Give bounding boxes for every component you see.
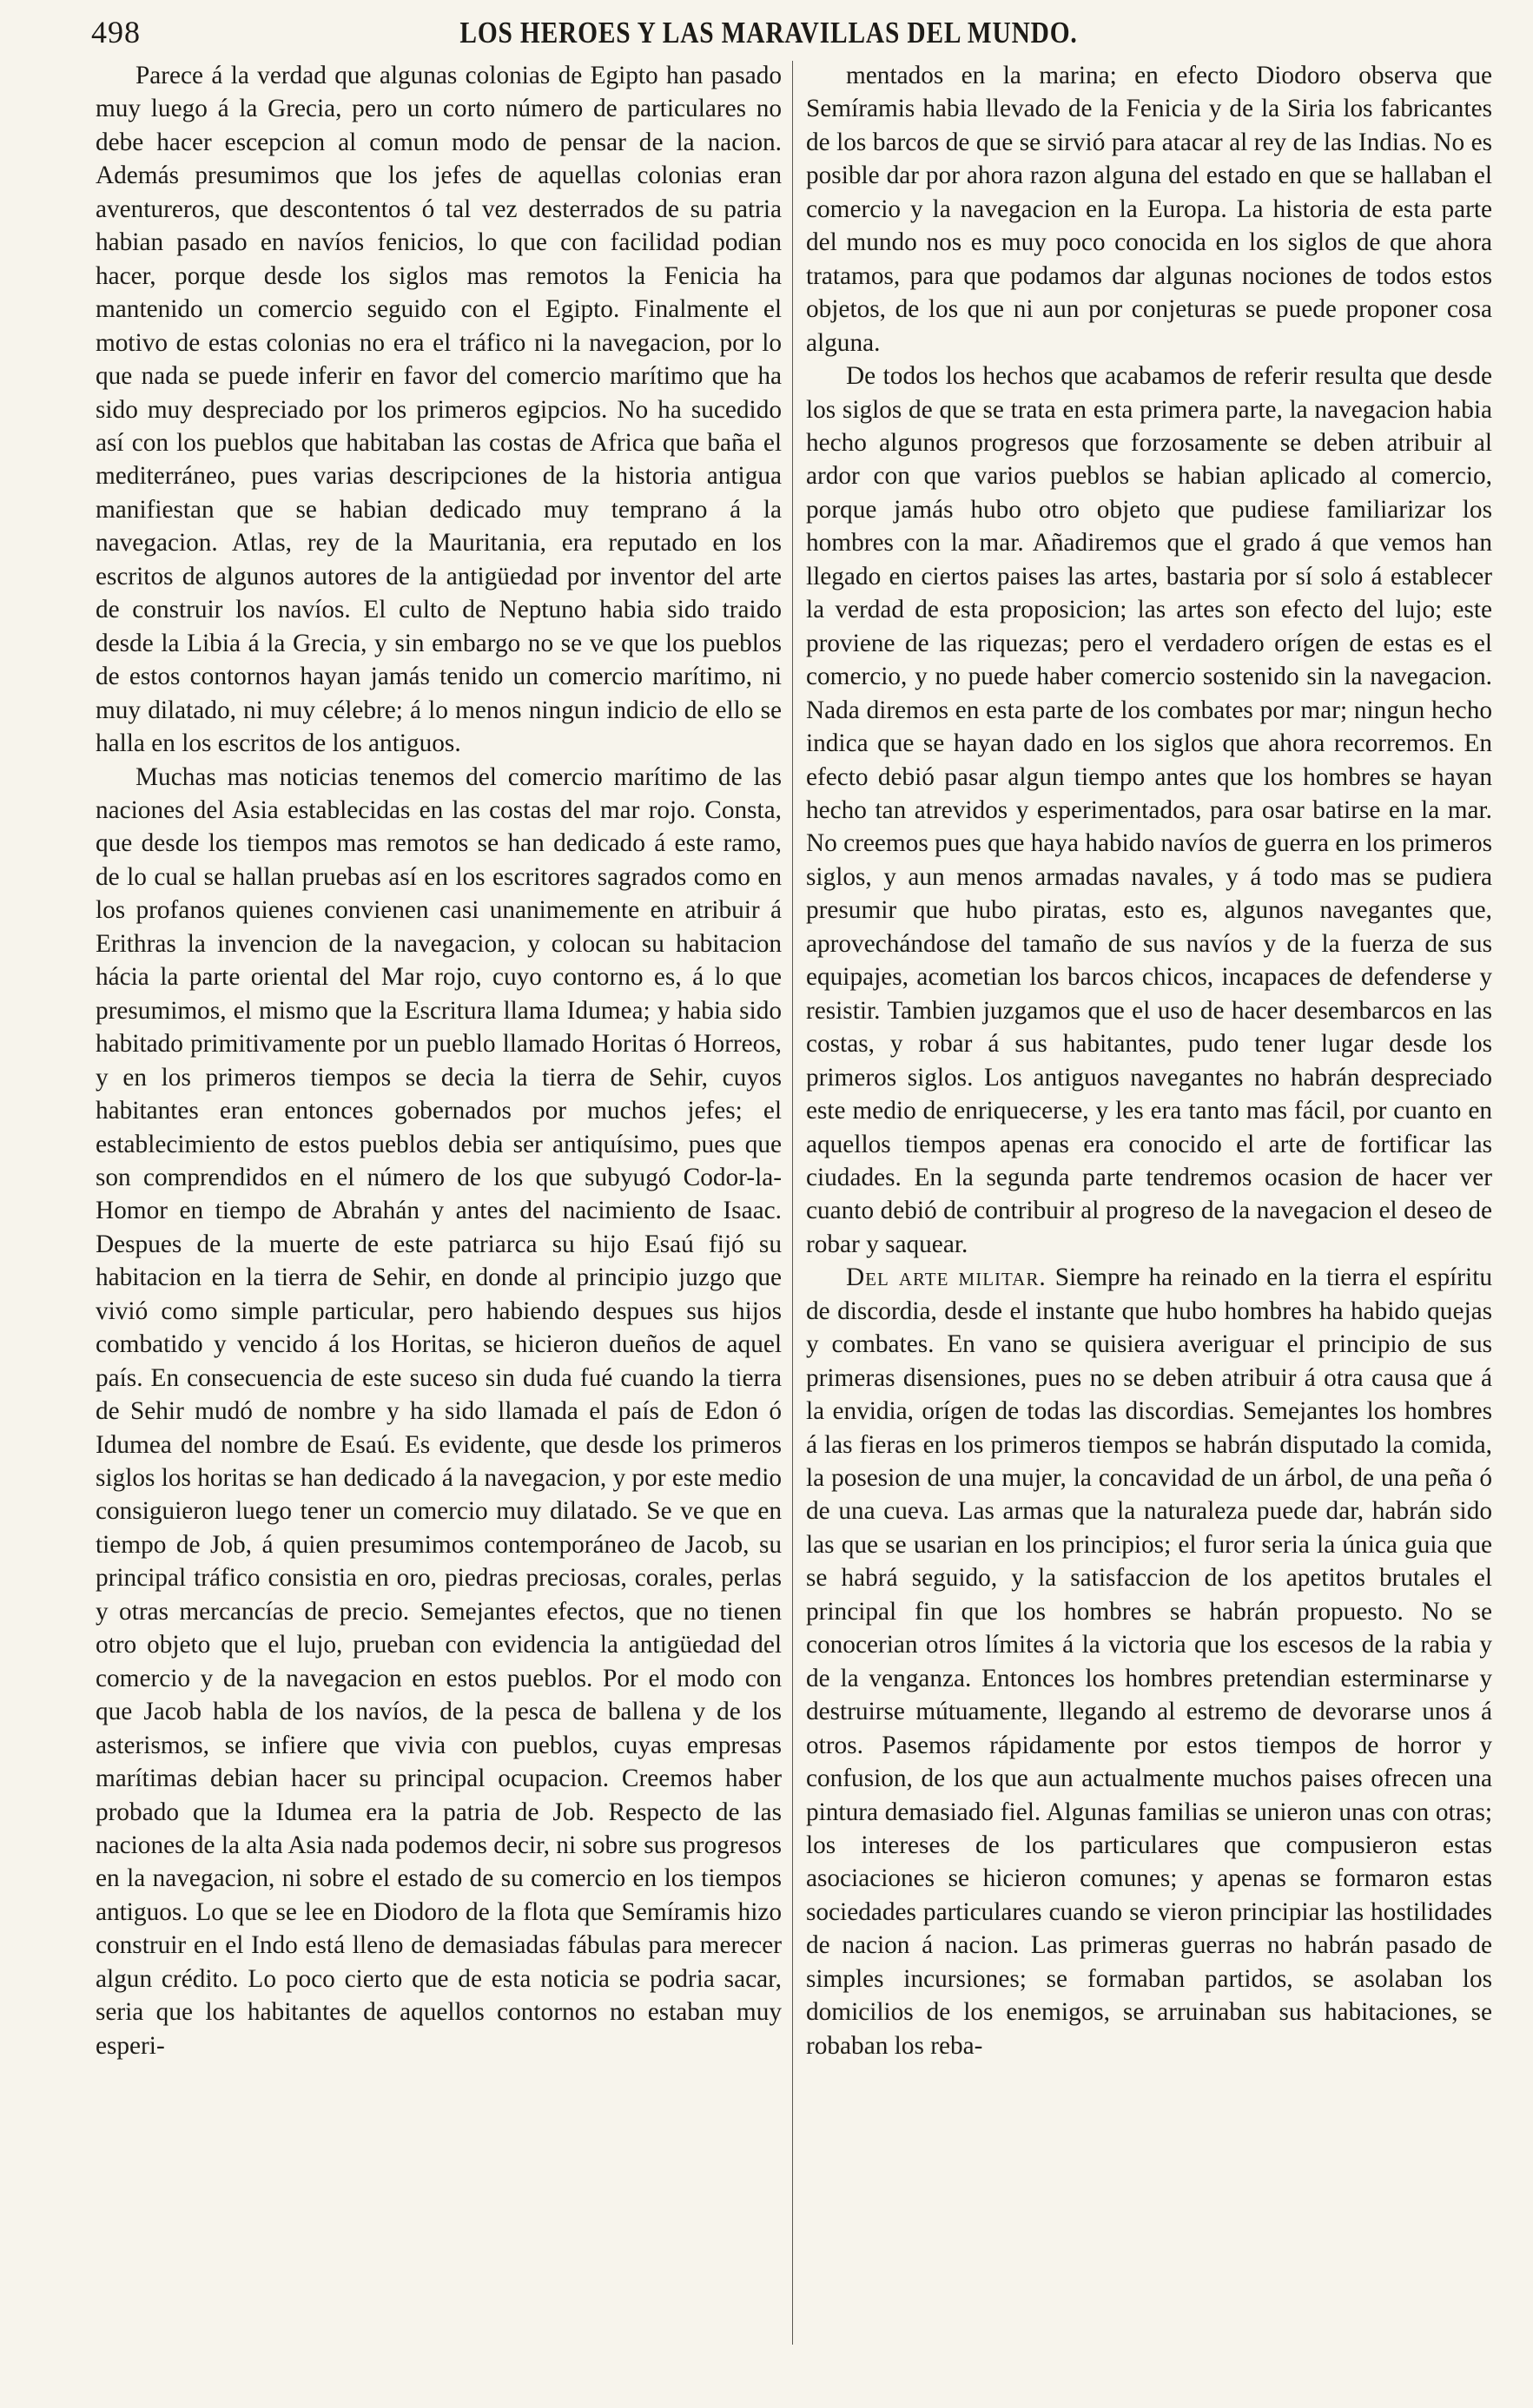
paragraph: Parece á la verdad que algunas colonias de Egipto han pasado muy luego á la Grecia, pero un corto número de particulares no debe hacer escepcion al comun modo de pensar de la nacion. Además presumimos que los jefes de aquellas colonias eran aventureros, que descontentos ó tal vez desterrados de su patria habian pasado en navíos fenicios, lo que con facilidad podian hacer, porque desde los siglos mas remotos la Fenicia ha mantenido un comercio seguido con el Egipto. Finalmente el motivo de estas colonias no era el tráfico ni la navegacion, por lo que nada se puede inferir en favor del comercio marítimo que ha sido muy despreciado por los primeros egipcios. No ha sucedido así con los pueblos que habitaban las costas de Africa que baña el mediterráneo, pues varias descripciones de la historia antigua manifiestan que se habian dedicado muy temprano á la navegacion. Atlas, rey de la Mauritania, era reputado en los escritos de algunos autores de la antigüedad por inventor del arte de construir los navíos. El culto de Neptuno habia sido traido desde la Libia á la Grecia, y sin embargo no se ve que los pueblos de estos contornos hayan jamás tenido un comercio marítimo, ni muy dilatado, ni muy célebre; á lo menos ningun indicio de ello se halla en los escritos de los antiguos. (96, 62, 782, 758)
paragraph: De todos los hechos que acabamos de referir resulta que desde los siglos de que se trata en esta primera parte, la navegacion habia hecho algunos progresos que forzosamente se deben atribuir al ardor con que varios pueblos se habian aplicado al comercio, porque jamás hubo otro objeto que pudiese familiarizar los hombres con la mar. Añadiremos que el grado á que vemos han llegado en ciertos paises las artes, bastaria por sí solo á establecer la verdad de esta proposicion; las artes son efecto del lujo; este proviene de las riquezas; pero el verdadero orígen de estas es el comercio, y no puede haber comercio sostenido sin la navegacion. Nada diremos en esta parte de los combates por mar; ningun hecho indica que se hayan dado en los siglos que ahora recorremos. En efecto debió pasar algun tiempo antes que los hombres se hayan hecho tan atrevidos y esperimentados, para osar batirse en la mar. No creemos pues que haya habido navíos de guerra en los primeros siglos, y aun menos armadas navales, y á todo mas se pudiera presumir que hubo piratas, esto es, algunos navegantes que, aprovechándose del tamaño de sus navíos y de la fuerza de sus equipajes, acometian los barcos chicos, incapaces de defenderse y resistir. Tambien juzgamos que el uso de hacer desembarcos en las costas, y robar á sus habitantes, pudo tener lugar desde los primeros siglos. Los antiguos navegantes no habrán despreciado este medio de enriquecerse, y les era tanto mas fácil, por cuanto en aquellos tiempos apenas era conocido el arte de fortificar las ciudades. En la segunda parte tendremos ocasion de hacer ver cuanto debió de contribuir al progreso de la navegacion el deseo de robar y saquear. (806, 362, 1492, 1258)
page-header (91, 14, 1446, 63)
paragraph: mentados en la marina; en efecto Diodoro observa que Semíramis habia llevado de la Fenicia y de la Siria los fabricantes de los barcos de que se sirvió para atacar al rey de las Indias. No es posible dar por ahora razon alguna del estado en que se hallaban el comercio y la navegacion en la Europa. La historia de esta parte del mundo nos es muy poco conocida en los siglos de que ahora tratamos, para que podamos dar algunas nociones de todos estos objetos, de los que ni aun por conjeturas se puede proponer cosa alguna. (806, 62, 1492, 357)
running-title: LOS HEROES Y LAS MARAVILLAS DEL MUNDO. (459, 16, 1078, 49)
left-column (96, 59, 782, 2352)
paragraph-text: Siempre ha reinado en la tierra el espíritu de discordia, desde el instante que hubo hombres ha habido quejas y combates. En vano se quisiera averiguar el principio de sus primeras disensiones, pues no se deben atribuir á otra causa que á la envidia, orígen de todas las discordias. Semejantes los hombres á las fieras en los primeros tiempos se habrán disputado la comida, la posesion de una mujer, la concavidad de un árbol, de una peña ó de una cueva. Las armas que la naturaleza puede dar, habrán sido las que se usarian en los principios; el furor seria la única guia que se habrá seguido, y la satisfaccion de los apetitos brutales el principal fin que los hombres se habrán propuesto. No se conocerian otros límites á la victoria que los escesos de la rabia y de la venganza. Entonces los hombres pretendian esterminarse y destruirse mútuamente, llegando al estremo de devorarse unos á otros. Pasemos rápidamente por estos tiempos de horror y confusion, de los que aun actualmente muchos paises ofrecen una pintura demasiado fiel. Algunas familias se unieron unas con otras; los intereses de los particulares que compusieron estas asociaciones se hicieron comunes; y apenas se formaron estas sociedades particulares cuando se vieron principiar las hostilidades de nacion á nacion. Las primeras guerras no habrán pasado de simples incursiones; se formaban partidos, se asolaban los domicilios de los enemigos, se arruinaban sus habitaciones, se robaban los reba- (806, 1263, 1492, 2060)
right-column (806, 59, 1492, 2352)
page-number: 498 (91, 15, 141, 49)
column-divider (792, 61, 793, 2345)
section-heading: Del arte militar. (846, 1263, 1047, 1292)
paragraph (806, 1261, 1492, 2062)
paragraph: Muchas mas noticias tenemos del comercio marítimo de las naciones del Asia establecidas en las costas del mar rojo. Consta, que desde los tiempos mas remotos se han dedicado á este ramo, de lo cual se hallan pruebas así en los escritores sagrados como en los profanos quienes convienen casi unanimemente en atribuir á Erithras la invencion de la navegacion, y colocan su habitacion hácia la parte oriental del Mar rojo, cuyo contorno es, á lo que presumimos, el mismo que la Escritura llama Idumea; y habia sido habitado primitivamente por un pueblo llamado Horitas ó Horreos, y en los primeros tiempos se decia la tierra de Sehir, cuyos habitantes eran entonces gobernados por muchos jefes; el establecimiento de estos pueblos debia ser antiquísimo, pues que son comprendidos en el número de los que subyugó Codor-la-Homor en tiempo de Abrahán y antes del nacimiento de Isaac. Despues de la muerte de este patriarca su hijo Esaú fijó su habitacion en la tierra de Sehir, en donde al principio juzgo que vivió como simple particular, pero habiendo despues sus hijos combatido y vencido á los Horitas, se hicieron dueños de aquel país. En consecuencia de este suceso sin duda fué cuando la tierra de Sehir mudó de nombre y ha sido llamada el país de Edon ó Idumea del nombre de Esaú. Es evidente, que desde los primeros siglos los horitas se han dedicado á la navegacion, y por este medio consiguieron luego tener un comercio muy dilatado. Se ve que en tiempo de Job, á quien presumimos contemporáneo de Jacob, su principal tráfico consistia en oro, piedras preciosas, corales, perlas y otras mercancías de precio. Semejantes efectos, que no tienen otro objeto que el lujo, prueban con evidencia la antigüedad del comercio y de la navegacion en estos pueblos. Por el modo con que Jacob habla de los navíos, de la pesca de ballena y de los asterismos, se infiere que vivia con pueblos, cuyas empresas marítimas debian hacer su principal ocupacion. Creemos haber probado que la Idumea era la patria de Job. Respecto de las naciones de la alta Asia nada podemos decir, ni sobre sus progresos en la navegacion, ni sobre el estado de su comercio en los tiempos antiguos. Lo que se lee en Diodoro de la flota que Semíramis hizo construir en el Indo está lleno de demasiadas fábulas para merecer algun crédito. Lo poco cierto que de esta noticia se podria sacar, seria que los habitantes de aquellos contornos no estaban muy esperi- (96, 762, 782, 2060)
